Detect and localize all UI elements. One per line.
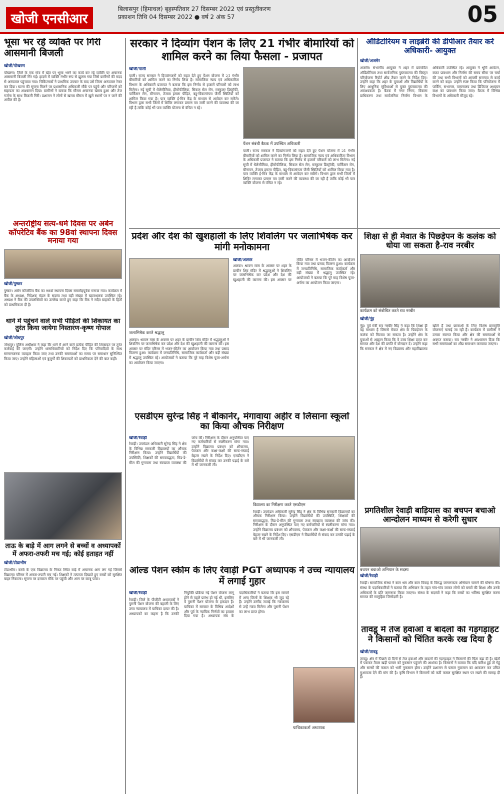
- story-byline: खोजी/जोधपुर: [4, 334, 25, 340]
- story-headline: प्रगतिशील रेवाड़ी बाड़ियास का बचपन बचाओ आन्दोलन माध्यम से करेगी सुधार: [364, 506, 496, 525]
- photo-caption: कार्यक्रम को संबोधित करते राव नरबीर: [360, 307, 415, 313]
- story-byline: खोजी/नूंह: [360, 315, 375, 321]
- story-body-text: रेवाड़ी। उपमंडल अधिकारी सुरेन्द्र सिंह ने क्षेत्र के विभिन्न सरकारी विद्यालयों का औचक निरीक्षण किया। उन्होंने विद्यार्थियों की उपस्थिति, शिक्षकों की समयबद्धता, मिड-डे-मील की गुणवत्ता तथा स्वच्छता व्यवस्था की जांच की। निरीक्षण के दौरान अनुपस्थित पाए गए कर्मचारियों से स्पष्टीकरण मांगा गया। उन्होंने विद्यालय प्रबंधन को शौचालय, पेयजल और कक्षा-कक्षों की साफ-सफाई बेहतर रखने के निर्देश दिए। एसडीएम ने विद्यार्थियों से संवाद कर उनकी पढ़ाई के बारे में भी जानकारी ली।: [129, 435, 249, 468]
- story-headline: सरकार ने दिव्यांग पेंशन के लिए 21 गंभीर बीमारियों को शामिल करने का लिया फैसला - प्रजापत: [130, 38, 354, 63]
- story-photo: [4, 249, 122, 279]
- story-pension: [129, 38, 355, 226]
- story-body-text: पाली। राज्य सरकार ने दिव्यांगजनों को राहत देते हुए पेंशन योजना में 21 गंभीर बीमारियों को शामिल करने का निर्णय लिया है। सामाजिक न्याय एवं अधिकारिता विभाग के अधिकारी प्रजापत ने बताया कि इस निर्णय से हजारों परिवारों को लाभ मिलेगा। नई सूची में थैलेसीमिया, हीमोफीलिया, सिकल सेल रोग, मस्कुलर डिस्ट्रॉफी, पार्किंसन रोग, बौनापन, तेजाब हमला पीड़ित, बहु-विकलांगता जैसी स्थितियों को शामिल किया गया है। पात्र व्यक्ति ई-मित्र केंद्र के माध्यम से आवेदन कर सकेंगे। विभाग द्वारा सभी जिलों में शिविर लगाकर प्रमाण पत्र जारी करने की व्यवस्था की जा रही है ताकि कोई भी पात्र व्यक्ति योजना से वंचित न रहे।: [129, 73, 239, 111]
- story-body: नूंह। पूर्व मंत्री राव नरबीर सिंह ने कहा कि शिक्षा ही वह माध्यम है जिससे मेवात क्षेत्र के पिछड़ेपन के कलंक को मिटाया जा सकता है। उन्होंने क्षेत्र के युवाओं से आह्वान किया कि वे उच्च शिक्षा प्राप्त कर समाज और देश की प्रगति में योगदान दें। उन्होंने कहा कि सरकार ने क्षेत्र में नए विद्यालय और महाविद्यालय खोले हैं तथा छात्राओं के लिए विशेष छात्रवृत्ति योजनाएं चलाई जा रही हैं। कार्यक्रम में ग्रामीणों ने उनका स्वागत किया और क्षेत्र की समस्याओं से अवगत कराया। राव नरबीर ने आश्वासन दिया कि सभी समस्याओं का शीघ्र समाधान करवाया जाएगा।: [360, 323, 500, 351]
- story-photo: [253, 436, 355, 500]
- photo-caption: जलाभिषेक करते श्रद्धालु: [129, 329, 165, 335]
- masthead-line1: बिलासपुर (हिमाचल) बृहस्पतिवार 27 दिसम्बर 2022 एवं प्रस्तुतीकरण: [118, 6, 271, 13]
- story-bijli: [4, 38, 122, 218]
- story-headline: ऑडिटोरियम व लाइब्रेरी की डीपीआर तैयार करें अधिकारी- आयुक्त: [366, 38, 494, 55]
- photo-caption: याचिकाकर्ता अध्यापक: [293, 725, 325, 731]
- story-byline: खोजी/पाली: [129, 67, 146, 72]
- story-thana: [4, 318, 122, 468]
- story-headline: अन्तर्राष्ट्रीय सत्य-धर्म दिवस पर अर्बन कॉपरेटिव बैंक का 98वां स्थापना दिवस मनाया गया: [8, 220, 118, 246]
- page-number: 05: [467, 3, 498, 28]
- story-body-continued: रेवाड़ी। उपमंडल अधिकारी सुरेन्द्र सिंह ने क्षेत्र के विभिन्न सरकारी विद्यालयों का औचक निरीक्षण किया। उन्होंने विद्यार्थियों की उपस्थिति, शिक्षकों की समयबद्धता, मिड-डे-मील की गुणवत्ता तथा स्वच्छता व्यवस्था की जांच की। निरीक्षण के दौरान अनुपस्थित पाए गए कर्मचारियों से स्पष्टीकरण मांगा गया। उन्होंने विद्यालय प्रबंधन को शौचालय, पेयजल और कक्षा-कक्षों की साफ-सफाई बेहतर रखने के निर्देश दिए। एसडीएम ने विद्यार्थियों से संवाद कर उनकी पढ़ाई के बारे में भी जानकारी ली।: [253, 509, 355, 542]
- story-sdm: [129, 412, 355, 562]
- story-byline: खोजी/पोखरण: [4, 62, 25, 68]
- story-body: अजमेर। संभागीय आयुक्त ने शहर में प्रस्तावित ऑडिटोरियम तथा सार्वजनिक पुस्तकालय की विस्तृत परियोजना रिपोर्ट शीघ्र तैयार करने के निर्देश दिए। उन्होंने कहा कि शहर के युवाओं और विद्यार्थियों के लिए आधुनिक सुविधाओं से युक्त पुस्तकालय की आवश्यकता है। बैठक में नगर निगम, विकास प्राधिकरण तथा सार्वजनिक निर्माण विभाग के अधिकारी उपस्थित रहे। आयुक्त ने भूमि आवंटन, बजट प्रावधान और निर्माण की समय सीमा पर चर्चा की तथा सभी विभागों को आपसी समन्वय से कार्य करने को कहा। उन्होंने स्पष्ट किया कि परियोजना में पार्किंग, सभागार, वाचनालय तथा डिजिटल अध्ययन कक्ष का प्रावधान किया जाए। बैठक में विभिन्न विभागों के अधिकारी मौजूद रहे।: [360, 66, 500, 98]
- story-pragatisheel: [360, 506, 500, 622]
- story-body: अलवर। श्रावण मास के अवसर पर शहर के प्राचीन शिव मंदिर में श्रद्धालुओं ने शिवलिंग पर जलाभिषेक कर प्रदेश और देश की खुशहाली की कामना की। इस अवसर पर मंदिर परिसर में भजन-कीर्तन का आयोजन किया गया तथा प्रसाद वितरण हुआ। कार्यक्रम में जनप्रतिनिधि, सामाजिक कार्यकर्ता और बड़ी संख्या में श्रद्धालु उपस्थित रहे। आयोजकों ने बताया कि पूरे माह विशेष पूजा-अर्चना का आयोजन किया जाएगा।: [129, 337, 229, 365]
- story-photo: [129, 258, 229, 328]
- story-deity: [360, 38, 500, 226]
- story-headline: ताऊ के बाड़े में आग लगने से बच्चों व अध्यापकों में अफरा-तफरी मच गई; कोई हताहत नहीं: [5, 542, 121, 558]
- story-headline: एसडीएम सुरेन्द्र सिंह ने बीकानेर, मंगावाया अहीर व लिसाना स्कूलों का किया औचक निरीक्षण: [134, 412, 350, 433]
- story-photo: [243, 67, 355, 139]
- story-ops: [129, 566, 355, 796]
- story-photo: [360, 254, 500, 308]
- story-shiksha: [360, 232, 500, 504]
- story-byline: खोजी/अजमेर: [360, 58, 380, 64]
- story-baadal: [360, 626, 500, 796]
- story-body: पुष्कर। अर्बन कॉपरेटिव बैंक का 98वां स्थापना दिवस समारोहपूर्वक मनाया गया। कार्यक्रम में बैंक के अध्यक्ष, निदेशक मंडल के सदस्य तथा बड़ी संख्या में खाताधारक उपस्थित रहे। अध्यक्ष ने बैंक की उपलब्धियों का उल्लेख करते हुए कहा कि बैंक ने सदैव ग्राहकों के हितों को प्राथमिकता दी है।: [4, 289, 122, 307]
- story-body-continued: [233, 258, 355, 398]
- story-byline: खोजी/पुष्कर: [4, 281, 23, 287]
- story-photo: [360, 527, 500, 567]
- story-headline: ओल्ड पेंशन स्कीम के लिए रेवाड़ी PGT अध्यापक ने उच्च न्यायालय में लगाई गुहार: [129, 566, 355, 587]
- story-body: टोडाभीम। कस्बे के एक विद्यालय के निकट स्थित बाड़े में अचानक आग लग गई जिससे विद्यालय परिसर में अफरा-तफरी मच गई। शिक्षकों ने तत्परता दिखाते हुए बच्चों को सुरक्षित बाहर निकाला। सूचना पर दमकल मौके पर पहुंची और आग पर काबू पाया।: [4, 568, 122, 582]
- column-rule: [125, 38, 126, 794]
- story-byline: खोजी/रेवाड़ी: [360, 573, 378, 579]
- masthead-line2: प्रकाशन तिथि 04 दिसम्बर 2022 ● वर्ष 2 अंक 57: [118, 14, 235, 21]
- story-body: [129, 436, 249, 546]
- story-byline: खोजी/तावडू: [360, 648, 378, 654]
- story-photo: [4, 472, 122, 540]
- story-byline: खोजी/रेवाड़ी: [129, 591, 147, 596]
- story-body: [129, 591, 289, 781]
- story-body-text: रेवाड़ी। जिले के पीजीटी अध्यापकों ने पुरानी पेंशन योजना की बहाली के लिए उच्च न्यायालय में याचिका दायर की है। अध्यापकों का कहना है कि उनकी नियुक्ति प्रक्रिया नई पेंशन योजना लागू होने से पहले प्रारंभ हो गई थी, इसलिए वे पुरानी पेंशन योजना के हकदार हैं। याचिका में सरकार के विभिन्न आदेशों और पूर्व के न्यायिक निर्णयों का हवाला दिया गया है। अध्यापक संघ के पदाधिकारियों ने बताया कि इस मामले में अन्य जिलों के शिक्षक भी जुड़ रहे हैं। उन्होंने उम्मीद जताई कि न्यायालय से उन्हें न्याय मिलेगा और पुरानी पेंशन का लाभ प्राप्त होगा।: [129, 591, 289, 619]
- photo-caption: पेंशन संबंधी बैठक में उपस्थित अधिकारी: [243, 141, 301, 147]
- story-byline: खोजी/रेवाड़ी: [129, 435, 147, 440]
- column-rule: [357, 38, 358, 794]
- story-byline: खोजी/अलवर: [233, 257, 253, 262]
- masthead: [0, 0, 504, 34]
- story-body: रेवाड़ी। सामाजिक संस्था ने बाल श्रम और बाल विवाह के विरुद्ध जागरूकता अभियान चलाने की घोषणा की। संस्था के पदाधिकारियों ने बताया कि अभियान के तहत गांव-गांव जाकर लोगों को बच्चों की शिक्षा और उनके अधिकारों के प्रति जागरूक किया जाएगा। संस्था के सदस्यों ने कहा कि बच्चों का भविष्य सुरक्षित करना समाज की सामूहिक जिम्मेदारी है।: [360, 581, 500, 600]
- newspaper-brand: खोजी एनसीआर: [6, 7, 93, 29]
- story-body-continued: पाली। राज्य सरकार ने दिव्यांगजनों को राहत देते हुए पेंशन योजना में 21 गंभीर बीमारियों को शामिल करने का निर्णय लिया है। सामाजिक न्याय एवं अधिकारिता विभाग के अधिकारी प्रजापत ने बताया कि इस निर्णय से हजारों परिवारों को लाभ मिलेगा। नई सूची में थैलेसीमिया, हीमोफीलिया, सिकल सेल रोग, मस्कुलर डिस्ट्रॉफी, पार्किंसन रोग, बौनापन, तेजाब हमला पीड़ित, बहु-विकलांगता जैसी स्थितियों को शामिल किया गया है। पात्र व्यक्ति ई-मित्र केंद्र के माध्यम से आवेदन कर सकेंगे। विभाग द्वारा सभी जिलों में शिविर लगाकर प्रमाण पत्र जारी करने की व्यवस्था की जा रही है ताकि कोई भी पात्र व्यक्ति योजना से वंचित न रहे।: [243, 149, 355, 186]
- story-headline: तावडू में तेज हवाओं व बादलों की गड़गड़ाहट ने किसानों को चिंतित करके रख दिया है: [361, 626, 499, 645]
- story-byline: खोजी/टोडाभीम: [4, 560, 27, 566]
- story-headline: शिक्षा से ही मेवात के पिछड़ेपन के कलंक को धोया जा सकता है-राव नरबीर: [364, 232, 496, 251]
- story-headline: भूसा भर रहे व्यक्ति पर गिरी आसमानी बिजली: [4, 38, 101, 59]
- story-headline: प्रदेश और देश की खुशहाली के लिए शिवलिंग पर जलाभिषेक कर मांगी मनोकामना: [131, 232, 353, 253]
- story-taau: [4, 472, 122, 798]
- story-body: [129, 67, 239, 217]
- story-headline: थाने में पहुंचने वाले सभी पीड़ितों की शिकायत का तुरंत किया जायेगा निस्तारण-कृष्ण गोपाल: [5, 318, 121, 333]
- story-vaani: [4, 220, 122, 315]
- masthead-meta: [118, 6, 358, 22]
- story-photo: [293, 667, 355, 723]
- story-pradesh: [129, 232, 355, 410]
- story-body: पोखरण। जिले के एक गांव में खेत पर भूसा भरने का कार्य कर रहे व्यक्ति पर अचानक आसमानी बिजली गिर गई। हादसे में व्यक्ति गंभीर रूप से झुलस गया जिसे ग्रामीणों की मदद से अस्पताल पहुंचाया गया। चिकित्सकों ने प्राथमिक उपचार के बाद उसे जिला अस्पताल रेफर कर दिया। घटना की सूचना मिलने पर प्रशासनिक अधिकारी मौके पर पहुंचे और परिजनों को सहायता का आश्वासन दिया। ग्रामीणों ने बताया कि मौसम अचानक खराब हुआ और तेज गर्जना के साथ बिजली गिरी। प्रशासन ने लोगों से खराब मौसम में खुले स्थानों पर न जाने की अपील की है।: [4, 70, 122, 103]
- section-rule: [129, 228, 500, 229]
- photo-caption: विद्यालय का निरीक्षण करते एसडीएम: [253, 501, 306, 507]
- story-body: जोधपुर। पुलिस अधीक्षक ने कहा कि थाने में आने वाले प्रत्येक पीड़ित की शिकायत पर तुरंत कार्रवाई की जाएगी। उन्होंने थानाधिकारियों को निर्देश दिए कि परिवादियों के साथ सम्मानजनक व्यवहार किया जाए तथा उनकी समस्याओं का समय पर समाधान सुनिश्चित किया जाए। उन्होंने महिलाओं एवं बुजुर्गों की शिकायतों को प्राथमिकता देने की बात कही।: [4, 342, 122, 361]
- story-body: तावडू। क्षेत्र में पिछले दो दिनों से तेज हवाओं और बादलों की गड़गड़ाहट ने किसानों की चिंता बढ़ा दी है। खेतों में पककर तैयार खड़ी फसल को नुकसान पहुंचने की आशंका है। किसानों ने बताया कि यदि बारिश हुई तो गेहूं और सरसों की फसल को भारी नुकसान होगा। उन्होंने प्रशासन से फसल नुकसान का आकलन कर उचित मुआवजा देने की मांग की है। कृषि विभाग ने किसानों को कटी फसल सुरक्षित स्थान पर रखने की सलाह दी है।: [360, 656, 500, 680]
- story-body-text: अलवर। श्रावण मास के अवसर पर शहर के प्राचीन शिव मंदिर में श्रद्धालुओं ने शिवलिंग पर जलाभिषेक कर प्रदेश और देश की खुशहाली की कामना की। इस अवसर पर मंदिर परिसर में भजन-कीर्तन का आयोजन किया गया तथा प्रसाद वितरण हुआ। कार्यक्रम में जनप्रतिनिधि, सामाजिक कार्यकर्ता और बड़ी संख्या में श्रद्धालु उपस्थित रहे। आयोजकों ने बताया कि पूरे माह विशेष पूजा-अर्चना का आयोजन किया जाएगा।: [233, 257, 355, 285]
- photo-caption: बचपन बचाओ अभियान के सदस्य: [360, 567, 409, 573]
